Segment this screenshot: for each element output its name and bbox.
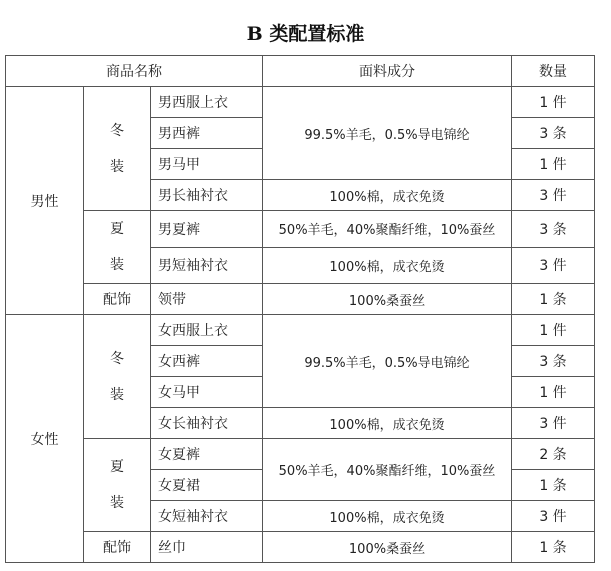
fabric-cell: 100%棉，成衣免烫 [263,501,512,532]
fabric-cell: 99.5%羊毛，0.5%导电锦纶 [263,315,512,408]
item-quantity: 3 条 [512,211,595,248]
category-accessory-female: 配饰 [84,532,151,563]
item-quantity: 3 件 [512,408,595,439]
item-quantity: 3 条 [512,346,595,377]
item-name: 男西裤 [151,118,263,149]
item-name: 男马甲 [151,149,263,180]
item-name: 女夏裙 [151,470,263,501]
gender-male: 男性 [6,87,84,315]
header-row [6,56,595,87]
item-name: 男夏裤 [151,211,263,248]
category-summer-male [84,211,151,284]
item-quantity: 1 件 [512,87,595,118]
fabric-cell: 100%棉，成衣免烫 [263,408,512,439]
header-fabric: 面料成分 [263,56,512,87]
category-char: 冬 [110,122,124,139]
item-name: 女夏裤 [151,439,263,470]
gender-female: 女性 [6,315,84,563]
item-quantity: 1 条 [512,470,595,501]
item-name: 领带 [151,284,263,315]
table-row [6,87,595,118]
category-char: 夏 [110,459,124,475]
item-quantity: 1 件 [512,377,595,408]
item-name: 女长袖衬衣 [151,408,263,439]
category-char: 装 [110,158,124,175]
item-quantity: 1 件 [512,315,595,346]
fabric-cell: 50%羊毛，40%聚酯纤维，10%蚕丝 [263,211,512,248]
fabric-cell: 50%羊毛，40%聚酯纤维，10%蚕丝 [263,439,512,501]
item-name: 女短袖衬衣 [151,501,263,532]
category-summer-female [84,439,151,532]
table-row [6,211,595,248]
fabric-cell: 100%棉，成衣免烫 [263,247,512,284]
item-quantity: 3 件 [512,180,595,211]
page-title: B 类配置标准 [246,23,365,45]
item-name: 女马甲 [151,377,263,408]
table-row [6,532,595,563]
item-quantity: 3 件 [512,501,595,532]
fabric-cell: 100%棉，成衣免烫 [263,180,512,211]
config-table [5,55,595,563]
header-product-name: 商品名称 [6,56,263,87]
table-row [6,315,595,346]
item-name: 女西裤 [151,346,263,377]
item-name: 男短袖衬衣 [151,247,263,284]
category-char: 冬 [110,350,124,367]
item-quantity: 2 条 [512,439,595,470]
fabric-cell: 100%桑蚕丝 [263,532,512,563]
item-quantity: 1 件 [512,149,595,180]
fabric-cell: 99.5%羊毛，0.5%导电锦纶 [263,87,512,180]
header-quantity: 数量 [512,56,595,87]
item-name: 男长袖衬衣 [151,180,263,211]
table-row [6,284,595,315]
item-quantity: 1 条 [512,532,595,563]
category-char: 装 [110,495,124,511]
item-quantity: 1 条 [512,284,595,315]
item-quantity: 3 件 [512,247,595,284]
fabric-cell: 100%桑蚕丝 [263,284,512,315]
table-row [6,439,595,470]
category-winter-female [84,315,151,439]
category-char: 夏 [110,221,124,237]
item-name: 丝巾 [151,532,263,563]
item-quantity: 3 条 [512,118,595,149]
item-name: 男西服上衣 [151,87,263,118]
category-char: 装 [110,386,124,403]
item-name: 女西服上衣 [151,315,263,346]
category-winter-male [84,87,151,211]
category-char: 装 [110,257,124,273]
category-accessory-male: 配饰 [84,284,151,315]
